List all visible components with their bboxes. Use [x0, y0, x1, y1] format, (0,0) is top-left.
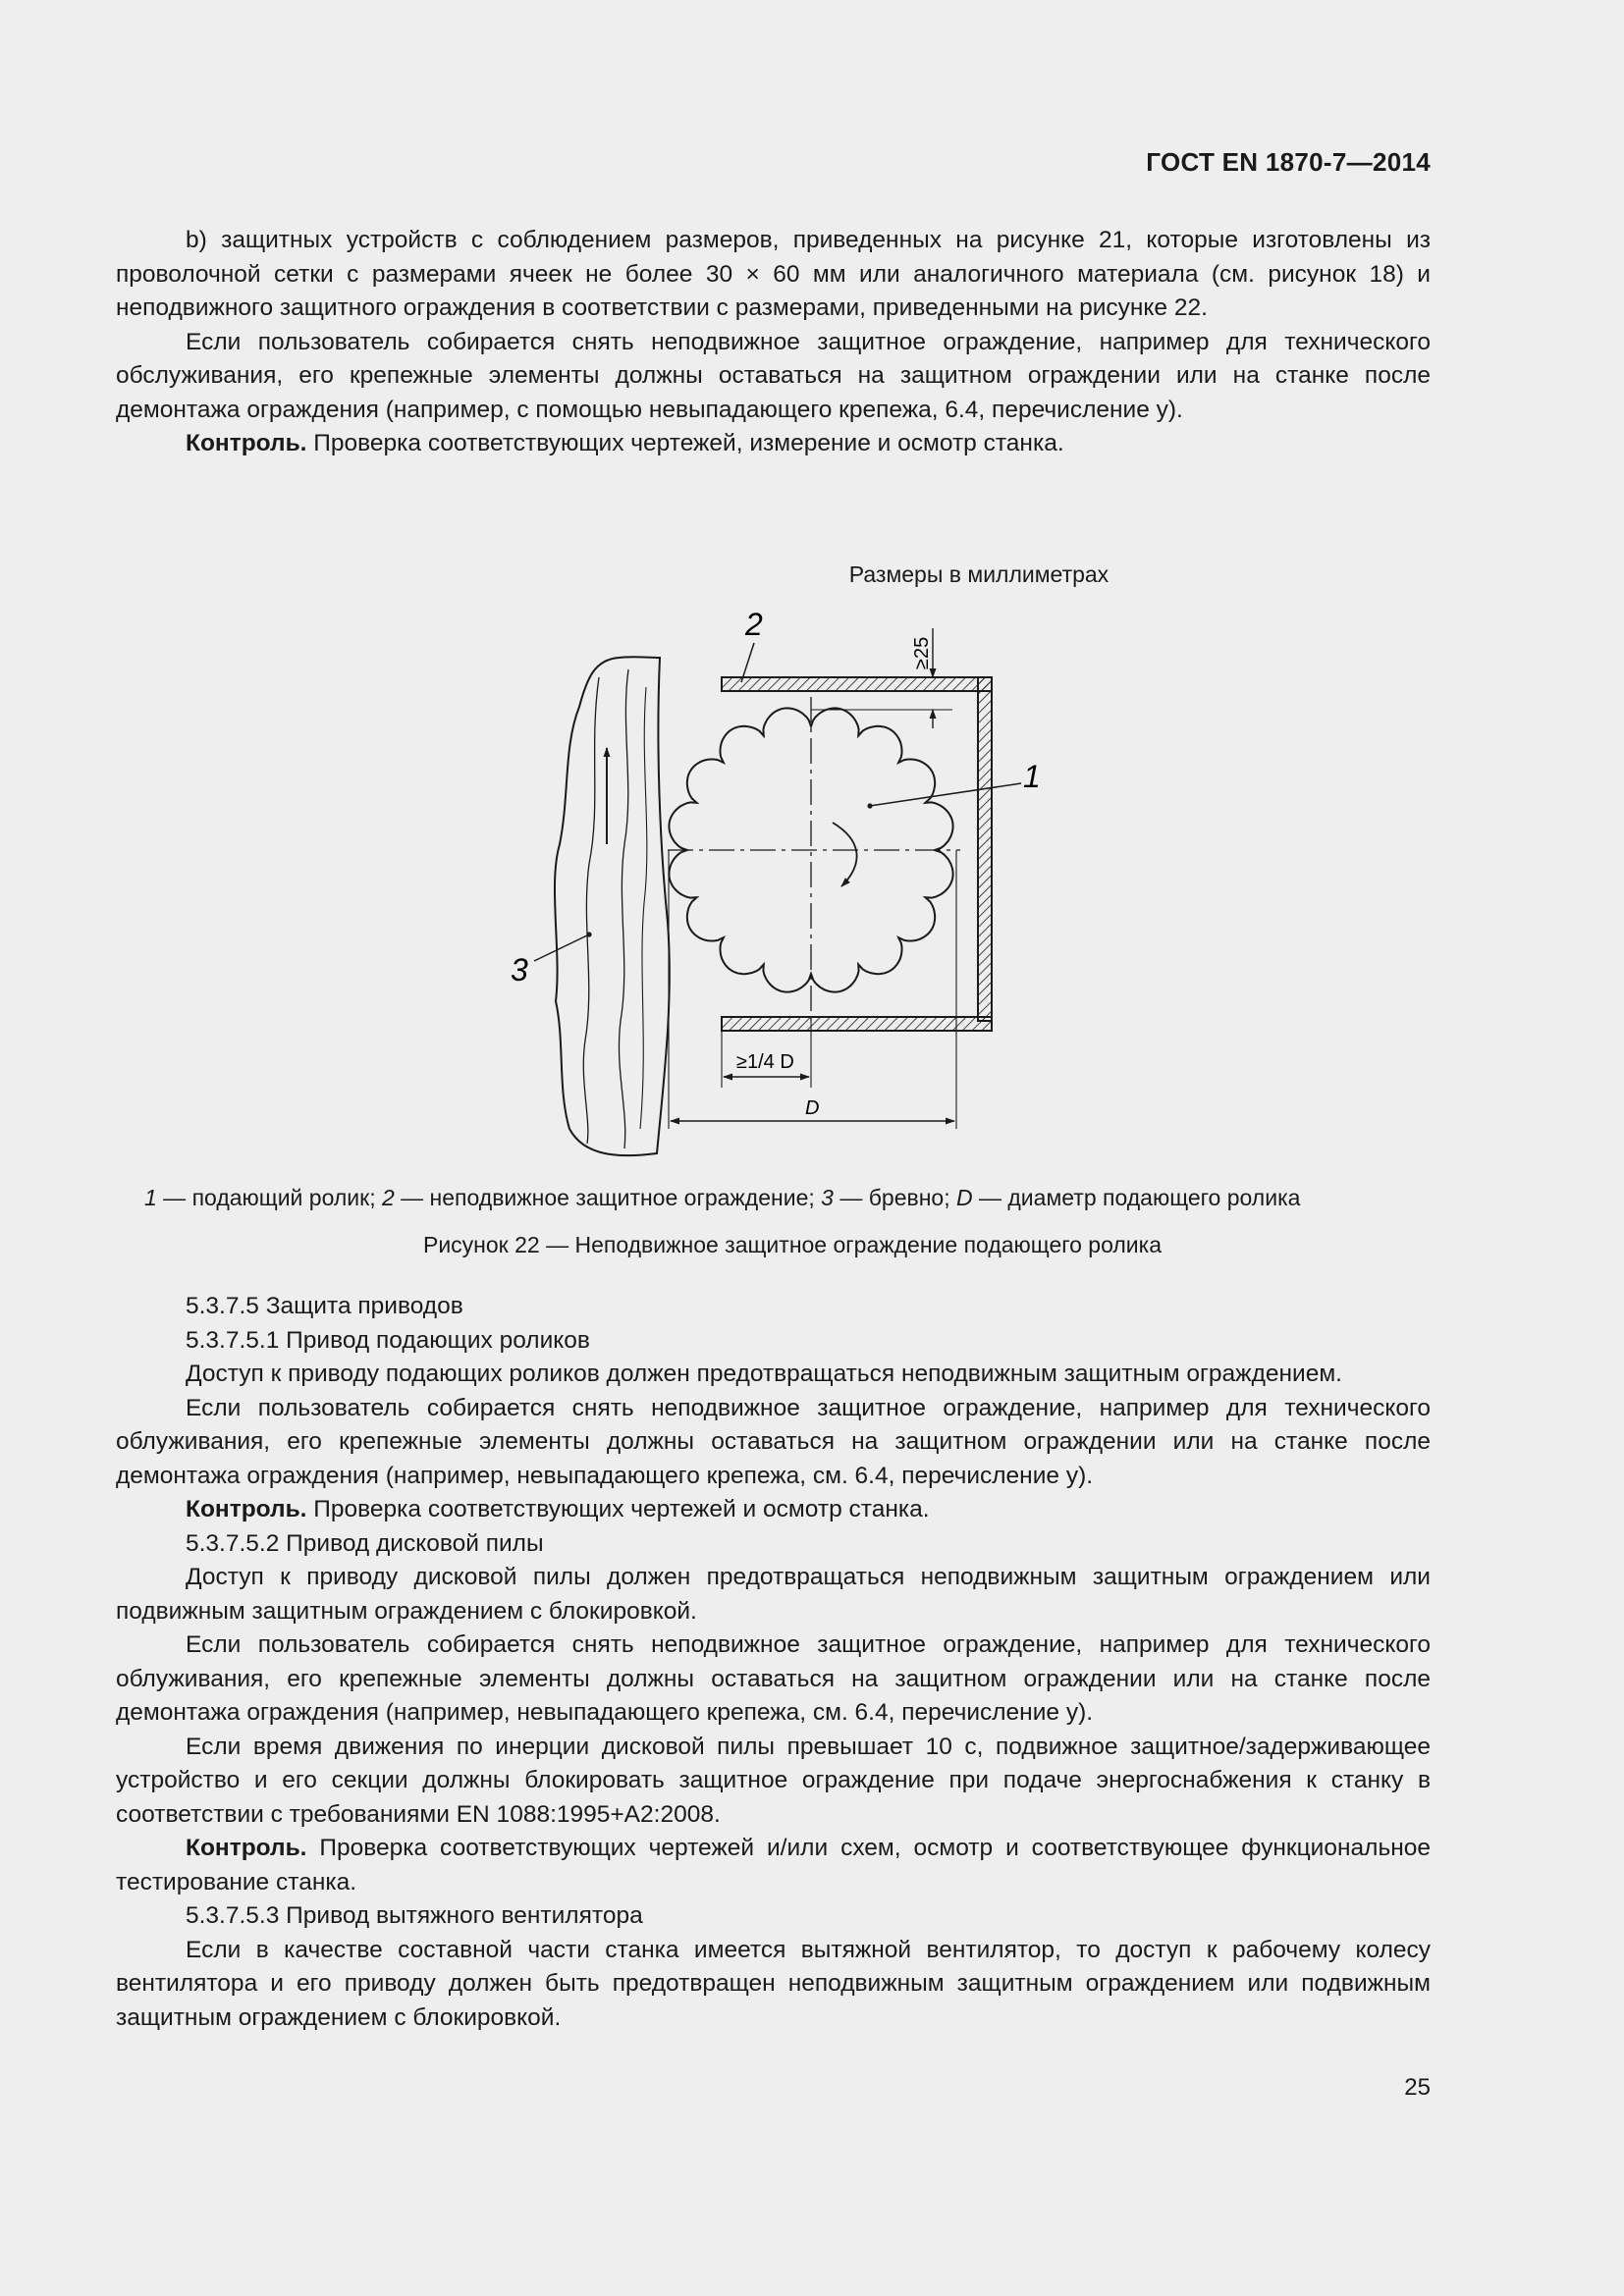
paragraph-maintenance: Если пользователь собирается снять неподвижное защитное ограждение, например для технического обслуживания, его крепежные элементы должны оставаться на защитном ограждении или на станке после демонтажа ограждения (например, с помощью невыпадающего крепежа, 6.4, перечисление y).: [116, 328, 1431, 423]
paragraph-control: [116, 1493, 1431, 1527]
paragraph: Если в качестве составной части станка имеется вытяжной вентилятор, то доступ к рабочему колесу вентилятора и его приводу должен быть предотвращен неподвижным защитным ограждением или подвижным защитным ограждением с блокировкой.: [116, 1936, 1431, 2031]
paragraph: Доступ к приводу дисковой пилы должен предотвращаться неподвижным защитным ограждением или подвижным защитным ограждением с блокировкой.: [116, 1564, 1431, 1625]
control-text: Проверка соответствующих чертежей и/или схем, осмотр и соответствующее функциональное тестирование станка.: [116, 1835, 1431, 1896]
guard-top-plate: [722, 677, 992, 691]
paragraph: Если пользователь собирается снять неподвижное защитное ограждение, например для технического облуживания, его крепежные элементы должны оставаться на защитном ограждении или на станке после демонтажа ограждения (например, невыпадающего крепежа, см. 6.4, перечисление y).: [116, 1394, 1431, 1489]
dim-overlap-label: ≥1/4 D: [736, 1051, 794, 1073]
paragraph: Если время движения по инерции дисковой пилы превышает 10 с, подвижное защитное/задерживающее устройство и его секции должны блокировать защитное ограждение при подаче энергоснабжения к станку в соответствии с требованиями EN 1088:1995+A2:2008.: [116, 1733, 1431, 1828]
legend-key-d: D: [955, 1185, 973, 1210]
log-grain: [640, 687, 647, 1129]
control-label: Контроль.: [186, 1496, 307, 1522]
section-heading: 5.3.7.5.1 Привод подающих роликов: [186, 1326, 590, 1354]
legend-text-d: — диаметр подающего ролика: [972, 1185, 1301, 1210]
paragraph-control: [116, 1832, 1431, 1899]
dim-gap-label: ≥25: [911, 636, 933, 669]
leader-line-3: [534, 934, 589, 961]
control-text: Проверка соответствующих чертежей, измерение и осмотр станка.: [313, 430, 1064, 456]
control-label: Контроль.: [186, 430, 307, 456]
section-heading: 5.3.7.5.2 Привод дисковой пилы: [186, 1529, 544, 1557]
control-label: Контроль.: [186, 1835, 307, 1861]
legend-text-1: — подающий ролик;: [156, 1185, 382, 1210]
figure-legend: [144, 1185, 1300, 1211]
dim-diameter-label: D: [805, 1097, 820, 1119]
legend-key-3: 3: [821, 1185, 834, 1210]
label-2: 2: [745, 607, 763, 642]
leader-dot-3: [586, 932, 591, 936]
guard-back-plate: [978, 677, 992, 1021]
label-3: 3: [511, 952, 528, 988]
legend-text-3: — бревно;: [833, 1185, 956, 1210]
page-number: 25: [1404, 2074, 1431, 2101]
log-grain: [619, 669, 628, 1148]
rotation-arrow: [833, 823, 857, 886]
legend-text-2: — неподвижное защитное ограждение;: [394, 1185, 822, 1210]
log-outline: [555, 657, 670, 1155]
legend-key-1: 1: [144, 1185, 157, 1210]
paragraph: Доступ к приводу подающих роликов должен предотвращаться неподвижным защитным ограждением.: [186, 1361, 1342, 1387]
paragraph: Если пользователь собирается снять неподвижное защитное ограждение, например для технического облуживания, его крепежные элементы должны оставаться на защитном ограждении или на станке после демонтажа ограждения (например, невыпадающего крепежа, см. 6.4, перечисление y).: [116, 1631, 1431, 1726]
leader-line-1: [870, 783, 1021, 806]
legend-key-2: 2: [381, 1185, 395, 1210]
figure-units-note: Размеры в миллиметрах: [848, 561, 1110, 587]
section-heading: 5.3.7.5.3 Привод вытяжного вентилятора: [186, 1902, 643, 1929]
sections-block: [116, 1290, 1431, 2035]
label-1: 1: [1023, 759, 1041, 794]
paragraph-b: b) защитных устройств с соблюдением размеров, приведенных на рисунке 21, которые изготовлены из проволочной сетки с размерами ячеек не более 30 × 60 мм или аналогичного материала (см. рисунок 18) и неподвижного защитного ограждения в соответствии с размерами, приведенными на рисунке 22.: [116, 227, 1431, 321]
control-text: Проверка соответствующих чертежей и осмотр станка.: [313, 1496, 930, 1522]
document-header: ГОСТ EN 1870-7—2014: [1146, 147, 1431, 177]
guard-bottom-plate: [722, 1017, 992, 1031]
section-heading: 5.3.7.5 Защита приводов: [186, 1293, 463, 1319]
figure-caption: Рисунок 22 — Неподвижное защитное ограждение подающего ролика: [422, 1232, 1163, 1257]
log-grain: [583, 677, 599, 1144]
